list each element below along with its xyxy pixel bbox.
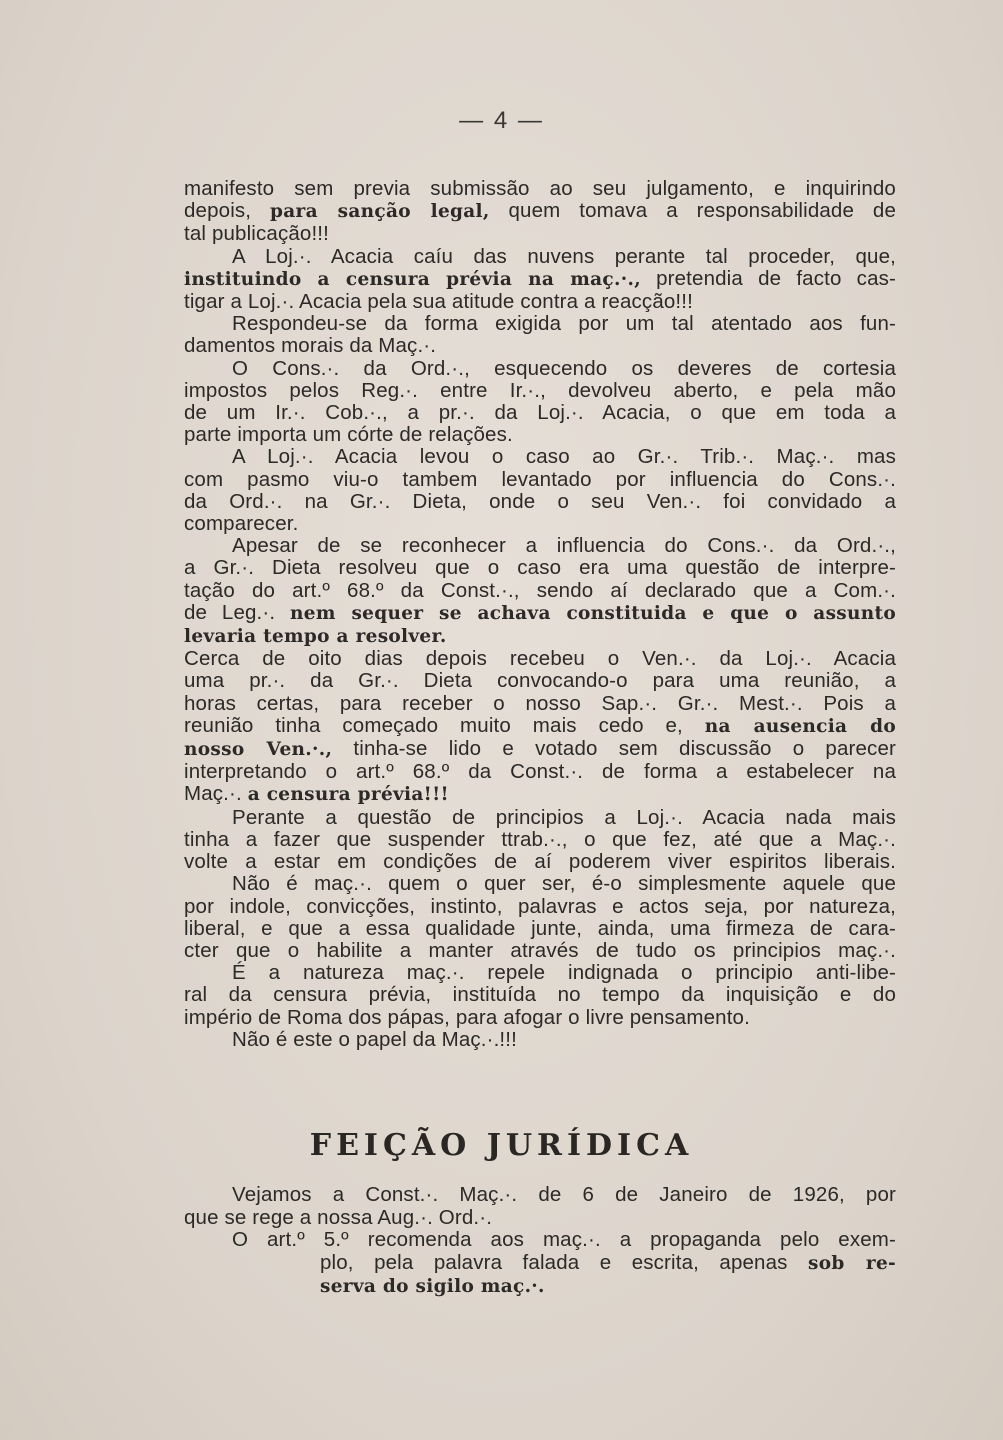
text-line: plo, pela palavra falada e escrita, apenas sob re- xyxy=(320,1250,896,1274)
text-line: Apesar de se reconhecer a influencia do Cons.·. da Ord.·., xyxy=(232,534,896,558)
text-line: império de Roma dos pápas, para afogar o livre pensamento. xyxy=(184,1005,750,1029)
text-line: uma pr.·. da Gr.·. Dieta convocando-o para uma reunião, a xyxy=(184,669,896,693)
text-line: cter que o habilite a manter através de tudo os principios maç.·. xyxy=(184,938,896,962)
text-line: horas certas, para receber o nosso Sap.·. Gr.·. Mest.·. Pois a xyxy=(184,691,896,715)
text-line: com pasmo viu-o tambem levantado por influencia do Cons.·. xyxy=(184,467,896,491)
text-line: tação do art.º 68.º da Const.·., sendo aí declarado que a Com.·. xyxy=(184,578,896,602)
text-line: Perante a questão de principios a Loj.·. Acacia nada mais xyxy=(232,805,896,829)
text-line: levaria tempo a resolver. xyxy=(184,626,447,648)
text-line: interpretando o art.º 68.º da Const.·. de forma a estabelecer na xyxy=(184,760,896,784)
text-line: liberal, e que a essa qualidade junte, ainda, uma firmeza de cara- xyxy=(184,916,896,940)
text-line: damentos morais da Maç.·. xyxy=(184,334,437,358)
text-line: A Loj.·. Acacia caíu das nuvens perante tal proceder, que, xyxy=(232,244,896,268)
text-line: Cerca de oito dias depois recebeu o Ven.·. da Loj.·. Acacia xyxy=(184,647,896,671)
text-line: Vejamos a Const.·. Maç.·. de 6 de Janeiro de 1926, por xyxy=(232,1183,896,1206)
text-line: da Ord.·. na Gr.·. Dieta, onde o seu Ven.·. foi convidado a xyxy=(184,489,896,513)
text-line: Maç.·. a censura prévia!!! xyxy=(184,782,449,806)
text-line: parte importa um córte de relações. xyxy=(184,423,513,447)
section-text xyxy=(184,1184,896,1299)
text-line: por indole, convicções, instinto, palavras e actos seja, por natureza, xyxy=(184,894,896,918)
text-line: que se rege a nossa Aug.·. Ord.·. xyxy=(184,1205,493,1229)
text-line: É a natureza maç.·. repele indignada o principio anti-libe- xyxy=(232,961,896,985)
text-line: comparecer. xyxy=(184,512,299,536)
text-line: manifesto sem previa submissão ao seu julgamento, e inquirindo xyxy=(184,177,896,200)
text-line: impostos pelos Reg.·. entre Ir.·., devolveu aberto, e pela mão xyxy=(184,378,896,402)
text-line: O art.º 5.º recomenda aos maç.·. a propaganda pelo exem- xyxy=(232,1228,896,1252)
text-line: depois, para sanção legal, quem tomava a responsabilidade de xyxy=(184,199,896,223)
text-line: tal publicação!!! xyxy=(184,222,329,246)
page-number: — 4 — xyxy=(459,107,544,134)
text-line: volte a estar em condições de aí poderem viver espiritos liberais. xyxy=(184,850,896,874)
text-line: de um Ir.·. Cob.·., a pr.·. da Loj.·. Acacia, o que em toda a xyxy=(184,401,896,425)
text-line: Respondeu-se da forma exigida por um tal atentado aos fun- xyxy=(232,312,896,336)
text-line: Não é este o papel da Maç.·.!!! xyxy=(232,1027,517,1051)
text-line: ral da censura prévia, instituída no tempo da inquisição e do xyxy=(184,983,896,1007)
text-line: a Gr.·. Dieta resolveu que o caso era uma questão de interpre- xyxy=(184,556,896,580)
section-title: FEIÇÃO JURÍDICA xyxy=(309,1128,694,1163)
text-line: tigar a Loj.·. Acacia pela sua atitude contra a reacção!!! xyxy=(184,290,693,314)
text-line: A Loj.·. Acacia levou o caso ao Gr.·. Trib.·. Maç.·. mas xyxy=(232,445,896,469)
text-line: tinha a fazer que suspender ttrab.·., o que fez, até que a Maç.·. xyxy=(184,827,896,851)
text-line: de Leg.·. nem sequer se achava constituida e que o assunto xyxy=(184,600,897,624)
text-line: Não é maç.·. quem o quer ser, é-o simplesmente aquele que xyxy=(232,872,896,896)
text-line: instituindo a censura prévia na maç.·., pretendia de facto cas- xyxy=(184,266,897,290)
text-line: reunião tinha começado muito mais cedo e, na ausencia do xyxy=(184,713,896,737)
text-line: serva do sigilo maç.·. xyxy=(320,1276,545,1298)
text-line: O Cons.·. da Ord.·., esquecendo os deveres de cortesia xyxy=(232,356,896,380)
body-text xyxy=(184,178,896,1051)
text-line: nosso Ven.·., tinha-se lido e votado sem discussão o parecer xyxy=(184,737,896,761)
